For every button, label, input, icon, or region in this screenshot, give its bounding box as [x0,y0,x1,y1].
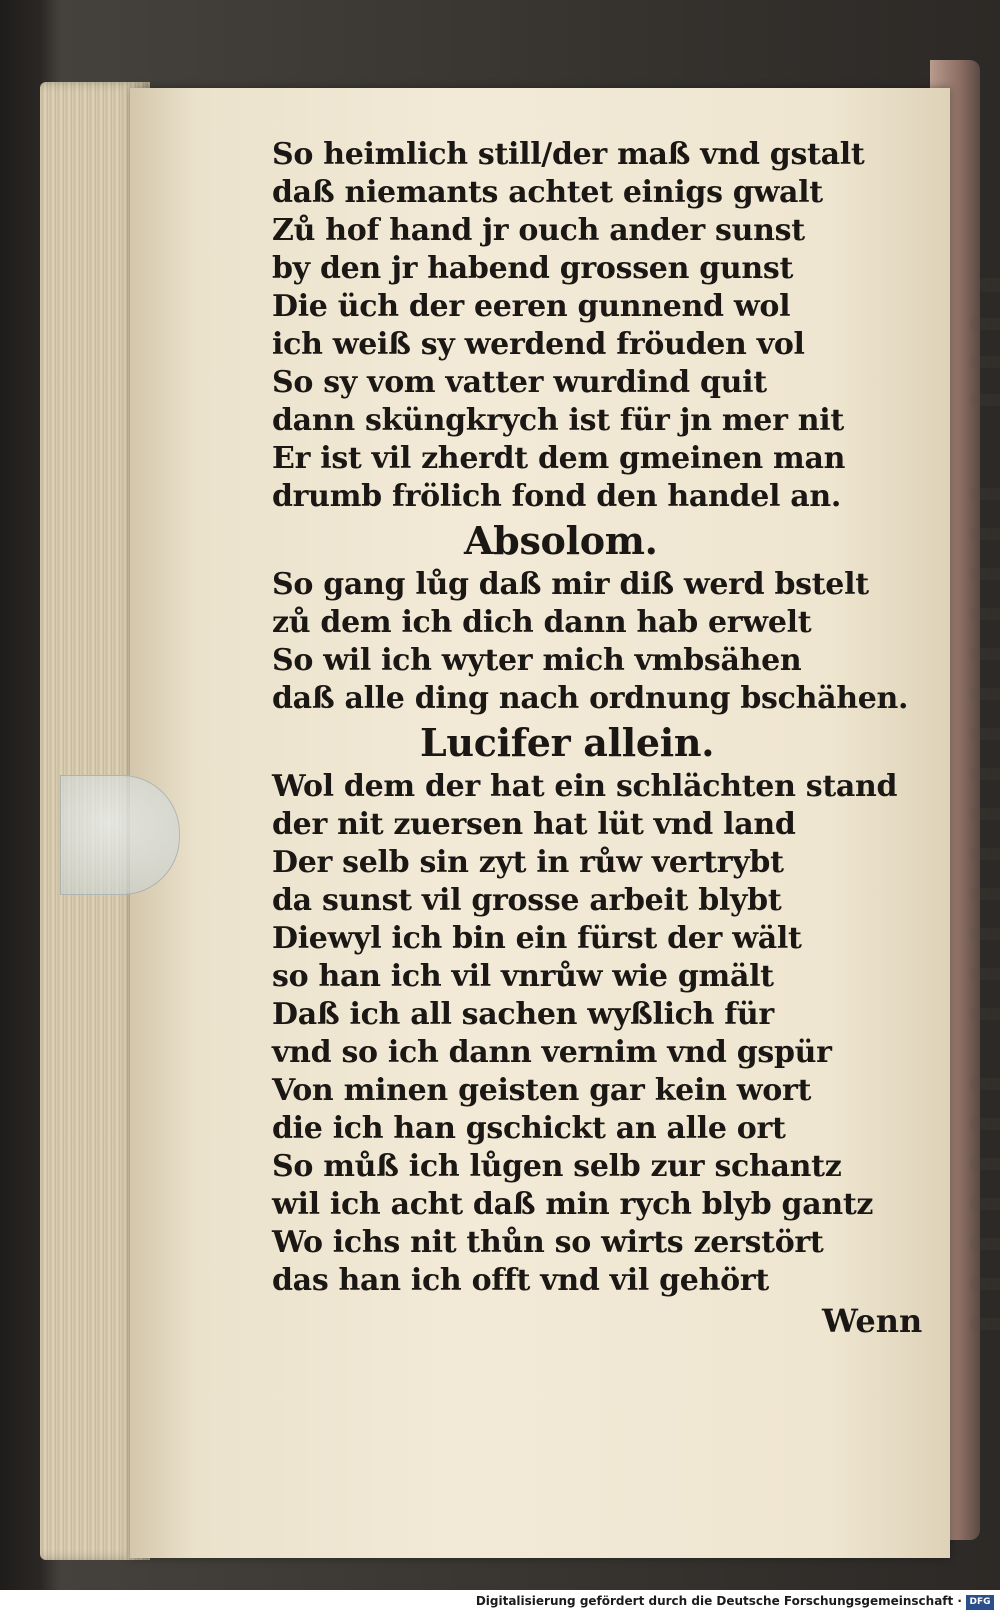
verse-line: vnd so ich dann vernim vnd gspür [272,1035,832,1070]
verse-line: Diewyl ich bin ein fürst der wält [272,921,802,956]
verse-block-3 [272,768,912,1300]
verse-line: Wol dem der hat ein schlächten stand [272,769,898,804]
verse-line: Der selb sin zyt in růw vertrybt [272,845,784,880]
speaker-heading-absolom: Absolom. [464,518,658,563]
footer-bar [0,1590,1000,1617]
verse-line: So heimlich still/der maß vnd gstalt [272,137,865,172]
verse-line: Er ist vil zherdt dem gmeinen man [272,441,846,476]
verse-line: zů dem ich dich dann hab erwelt [272,605,812,640]
text-block [272,136,912,1300]
verse-line: so han ich vil vnrůw wie gmält [272,959,774,994]
verse-line: Daß ich all sachen wyßlich für [272,997,774,1032]
verse-line: Die üch der eeren gunnend wol [272,289,791,324]
verse-line: by den jr habend grossen gunst [272,251,794,286]
bleed-through-marks [970,248,1000,1408]
footer-credit: Digitalisierung gefördert durch die Deutsche Forschungsgemeinschaft · [475,1594,962,1608]
verse-line: So sy vom vatter wurdind quit [272,365,767,400]
verse-line: So wil ich wyter mich vmbsähen [272,643,802,678]
plastic-page-clip [60,775,180,895]
verse-block-2 [272,566,912,718]
verse-line: Zů hof hand jr ouch ander sunst [272,213,805,248]
catchword: Wenn [822,1302,923,1340]
verse-block-1 [272,136,912,516]
verse-line: ich weiß sy werdend fröuden vol [272,327,805,362]
verse-line: dann sküngkrych ist für jn mer nit [272,403,844,438]
speaker-heading-lucifer: Lucifer allein. [420,720,715,765]
bleed-through-text [970,248,1000,1408]
verse-line: daß alle ding nach ordnung bschähen. [272,681,909,716]
verse-line: das han ich offt vnd vil gehört [272,1263,769,1298]
verse-line: der nit zuersen hat lüt vnd land [272,807,796,842]
verse-line: Von minen geisten gar kein wort [272,1073,812,1108]
dfg-logo-icon: DFG [966,1595,994,1610]
verse-line: drumb frölich fond den handel an. [272,479,842,514]
verse-line: So gang lůg daß mir diß werd bstelt [272,567,869,602]
verse-line: die ich han gschickt an alle ort [272,1111,786,1146]
verse-line: wil ich acht daß min rych blyb gantz [272,1187,874,1222]
verse-line: daß niemants achtet einigs gwalt [272,175,823,210]
verse-line: Wo ichs nit thůn so wirts zerstört [272,1225,824,1260]
verse-line: So můß ich lůgen selb zur schantz [272,1149,842,1184]
verse-line: da sunst vil grosse arbeit blybt [272,883,782,918]
